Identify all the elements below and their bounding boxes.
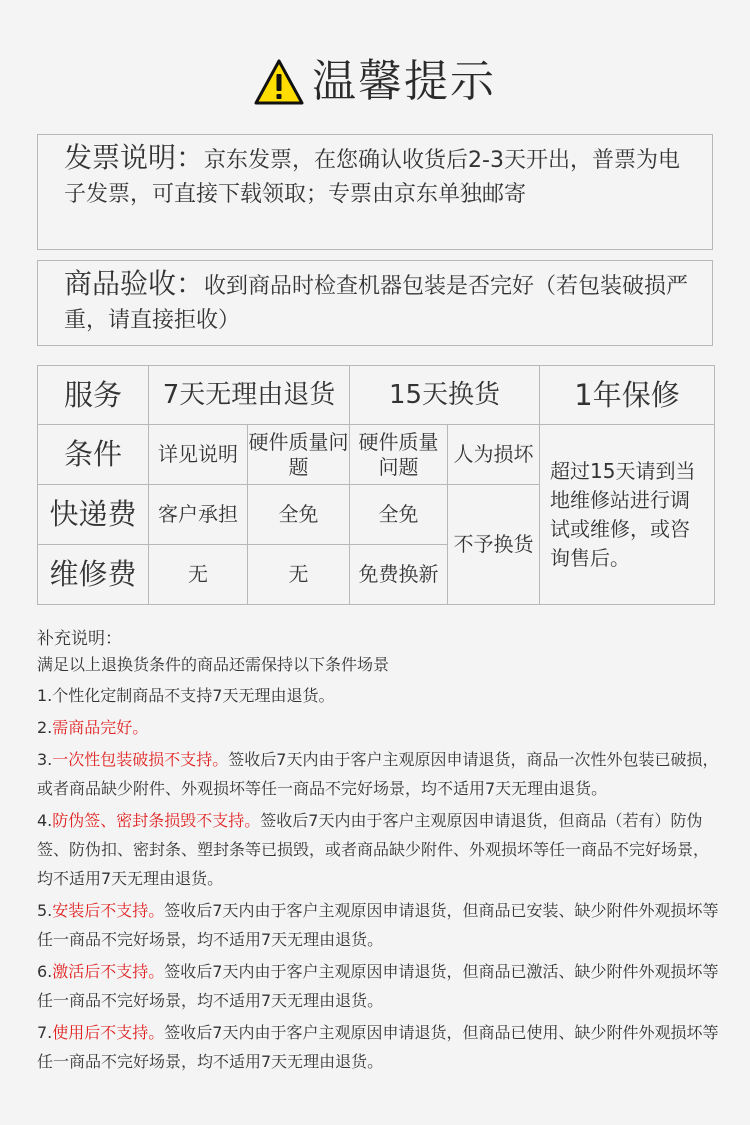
shipping-cell: 全免: [350, 485, 448, 545]
condition-cell: 硬件质量问题: [350, 425, 448, 485]
repair-cell: 免费换新: [350, 545, 448, 605]
item-text: 个性化定制商品不支持7天无理由退货。: [52, 686, 335, 705]
service-table: [37, 365, 715, 605]
item-highlight: 安装后不支持。: [52, 901, 165, 920]
item-text: 签收后7天内由于客户主观原因申请退货，但商品（若有）防伪签、防伪扣、密封条、塑封条等已损毁，或者商品缺少附件、外观损坏等任一商品不完好场景，均不适用7天无理由退货。: [37, 811, 710, 888]
header-7day-return: 7天无理由退货: [149, 366, 350, 425]
item-number: 4.: [37, 811, 53, 830]
inspection-box: [37, 260, 713, 346]
shipping-cell: 客户承担: [149, 485, 248, 545]
list-item: [37, 957, 722, 1015]
row-label-shipping: 快递费: [38, 485, 149, 545]
shipping-cell: 全免: [248, 485, 350, 545]
item-text: 签收后7天内由于客户主观原因申请退货，但商品已使用、缺少附件外观损坏等任一商品不完好场景，均不适用7天无理由退货。: [37, 1023, 719, 1071]
item-text: 签收后7天内由于客户主观原因申请退货，但商品已安装、缺少附件外观损坏等任一商品不完好场景，均不适用7天无理由退货。: [37, 901, 719, 949]
title-row: [0, 52, 750, 112]
item-text: 签收后7天内由于客户主观原因申请退货，但商品已激活、缺少附件外观损坏等任一商品不完好场景，均不适用7天无理由退货。: [37, 962, 719, 1010]
header-service: 服务: [38, 366, 149, 425]
no-exchange-cell: 不予换货: [448, 485, 540, 605]
invoice-text: 京东发票，在您确认收货后2-3天开出，普票为电子发票，可直接下载领取；专票由京东单独邮寄: [64, 148, 680, 207]
item-number: 7.: [37, 1023, 53, 1042]
inspection-heading: 商品验收：: [64, 267, 205, 300]
invoice-heading: 发票说明：: [64, 141, 205, 174]
list-item: [37, 896, 722, 954]
table-header-row: [38, 366, 715, 425]
list-item: [37, 1018, 722, 1076]
repair-cell: 无: [248, 545, 350, 605]
list-item: [37, 745, 722, 803]
inspection-text: 收到商品时检查机器包装是否完好（若包装破损严重，请直接拒收）: [64, 274, 689, 333]
item-text: 签收后7天内由于客户主观原因申请退货，商品一次性外包装已破损，或者商品缺少附件、外观损坏等任一商品不完好场景，均不适用7天无理由退货。: [37, 750, 719, 798]
condition-cell: 硬件质量问题: [248, 425, 350, 485]
item-highlight: 激活后不支持。: [52, 962, 165, 981]
item-number: 2.: [37, 718, 53, 737]
table-row: [38, 425, 715, 485]
warning-triangle-icon: [254, 59, 304, 105]
page-title: 温馨提示: [312, 56, 496, 107]
header-15day-exchange: 15天换货: [350, 366, 540, 425]
supplement-intro: 满足以上退换货条件的商品还需保持以下条件场景: [37, 655, 390, 674]
repair-cell: 无: [149, 545, 248, 605]
header-1year-warranty: 1年保修: [540, 366, 715, 425]
invoice-box: [37, 134, 713, 250]
item-number: 1.: [37, 686, 53, 705]
list-item: [37, 681, 722, 710]
item-number: 5.: [37, 901, 53, 920]
condition-cell: 详见说明: [149, 425, 248, 485]
item-number: 3.: [37, 750, 53, 769]
supplement-label: 补充说明：: [37, 629, 122, 649]
row-label-repair: 维修费: [38, 545, 149, 605]
list-item: [37, 713, 722, 742]
item-highlight: 使用后不支持。: [52, 1023, 165, 1042]
item-highlight: 需商品完好。: [52, 718, 149, 737]
item-highlight: 一次性包装破损不支持。: [52, 750, 229, 769]
item-number: 6.: [37, 962, 53, 981]
row-label-condition: 条件: [38, 425, 149, 485]
supplement-section: [37, 626, 722, 1076]
item-highlight: 防伪签、密封条损毁不支持。: [52, 811, 261, 830]
condition-cell: 人为损坏: [448, 425, 540, 485]
warranty-note: 超过15天请到当地维修站进行调试或维修，或咨询售后。: [540, 425, 715, 605]
list-item: [37, 806, 722, 893]
